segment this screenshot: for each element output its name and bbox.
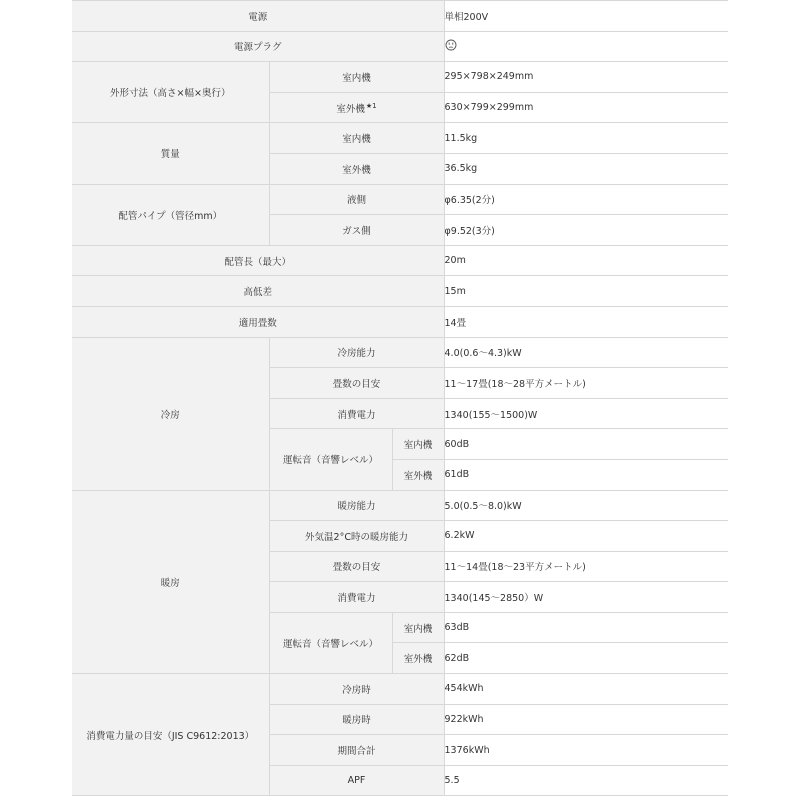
- heating-noise-label: 運転音（音響レベル）: [269, 612, 392, 673]
- table-row: [72, 245, 728, 276]
- plug-value: [444, 31, 728, 62]
- apf-label: APF: [269, 765, 444, 796]
- table-row: [72, 184, 728, 215]
- cooling-rooms-value: 11〜17畳(18〜28平方メートル): [444, 368, 728, 399]
- power-value: 単相200V: [444, 1, 728, 32]
- table-row: [72, 306, 728, 337]
- cooling-power-label: 消費電力: [269, 398, 444, 429]
- heating-noise-indoor-label: 室内機: [392, 612, 444, 643]
- cooling-power-value: 1340(155〜1500)W: [444, 398, 728, 429]
- height-diff-label: 高低差: [72, 276, 444, 307]
- heating-power-value: 1340(145〜2850）W: [444, 582, 728, 613]
- pipe-gas-label: ガス側: [269, 215, 444, 246]
- cooling-noise-indoor-value: 60dB: [444, 429, 728, 460]
- table-row: [72, 1, 728, 32]
- cooling-noise-outdoor-value: 61dB: [444, 459, 728, 490]
- heating-capacity-value: 5.0(0.5〜8.0)kW: [444, 490, 728, 521]
- heating-rooms-value: 11〜14畳(18〜23平方メートル): [444, 551, 728, 582]
- energy-cooling-value: 454kWh: [444, 674, 728, 705]
- table-row: [72, 674, 728, 705]
- heating-low-temp-value: 6.2kW: [444, 521, 728, 552]
- mass-indoor-value: 11.5kg: [444, 123, 728, 154]
- cooling-capacity-label: 冷房能力: [269, 337, 444, 368]
- heating-capacity-label: 暖房能力: [269, 490, 444, 521]
- pipe-gas-value: φ9.52(3分): [444, 215, 728, 246]
- apf-value: 5.5: [444, 765, 728, 796]
- dims-indoor-value: 295×798×249mm: [444, 62, 728, 93]
- tatami-label: 適用畳数: [72, 306, 444, 337]
- heating-rooms-label: 畳数の目安: [269, 551, 444, 582]
- energy-label: 消費電力量の目安（JIS C9612:2013）: [72, 674, 269, 796]
- table-row: [72, 276, 728, 307]
- energy-heating-value: 922kWh: [444, 704, 728, 735]
- mass-outdoor-label: 室外機: [269, 153, 444, 184]
- heating-label: 暖房: [72, 490, 269, 674]
- pipe-length-value: 20m: [444, 245, 728, 276]
- height-diff-value: 15m: [444, 276, 728, 307]
- table-row: [72, 31, 728, 62]
- plug-outlet-icon: [445, 39, 457, 54]
- table-row: [72, 490, 728, 521]
- mass-indoor-label: 室内機: [269, 123, 444, 154]
- energy-heating-label: 暖房時: [269, 704, 444, 735]
- plug-label: 電源プラグ: [72, 31, 444, 62]
- heating-noise-outdoor-value: 62dB: [444, 643, 728, 674]
- table-row: [72, 62, 728, 93]
- energy-total-value: 1376kWh: [444, 735, 728, 766]
- heating-noise-indoor-value: 63dB: [444, 612, 728, 643]
- table-row: [72, 337, 728, 368]
- cooling-rooms-label: 畳数の目安: [269, 368, 444, 399]
- mass-label: 質量: [72, 123, 269, 184]
- dims-outdoor-cell: [269, 92, 444, 123]
- pipe-liquid-value: φ6.35(2分): [444, 184, 728, 215]
- mass-outdoor-value: 36.5kg: [444, 153, 728, 184]
- table-row: [72, 123, 728, 154]
- dims-indoor-label: 室内機: [269, 62, 444, 93]
- power-label: 電源: [72, 1, 444, 32]
- cooling-noise-outdoor-label: 室外機: [392, 459, 444, 490]
- dims-label: 外形寸法（高さ×幅×奥行）: [72, 62, 269, 123]
- dims-outdoor-label: 室外機: [336, 103, 365, 115]
- cooling-label: 冷房: [72, 337, 269, 490]
- cooling-noise-label: 運転音（音響レベル）: [269, 429, 392, 490]
- pipe-liquid-label: 液側: [269, 184, 444, 215]
- spec-table: [72, 0, 728, 796]
- cooling-capacity-value: 4.0(0.6〜4.3)kW: [444, 337, 728, 368]
- dims-outdoor-value: 630×799×299mm: [444, 92, 728, 123]
- tatami-value: 14畳: [444, 306, 728, 337]
- energy-total-label: 期間合計: [269, 735, 444, 766]
- heating-low-temp-label: 外気温2°C時の暖房能力: [269, 521, 444, 552]
- heating-noise-outdoor-label: 室外機: [392, 643, 444, 674]
- energy-cooling-label: 冷房時: [269, 674, 444, 705]
- pipe-length-label: 配管長（最大）: [72, 245, 444, 276]
- footnote-mark: ★1: [365, 101, 377, 110]
- cooling-noise-indoor-label: 室内機: [392, 429, 444, 460]
- heating-power-label: 消費電力: [269, 582, 444, 613]
- pipe-label: 配管パイプ（管径mm）: [72, 184, 269, 245]
